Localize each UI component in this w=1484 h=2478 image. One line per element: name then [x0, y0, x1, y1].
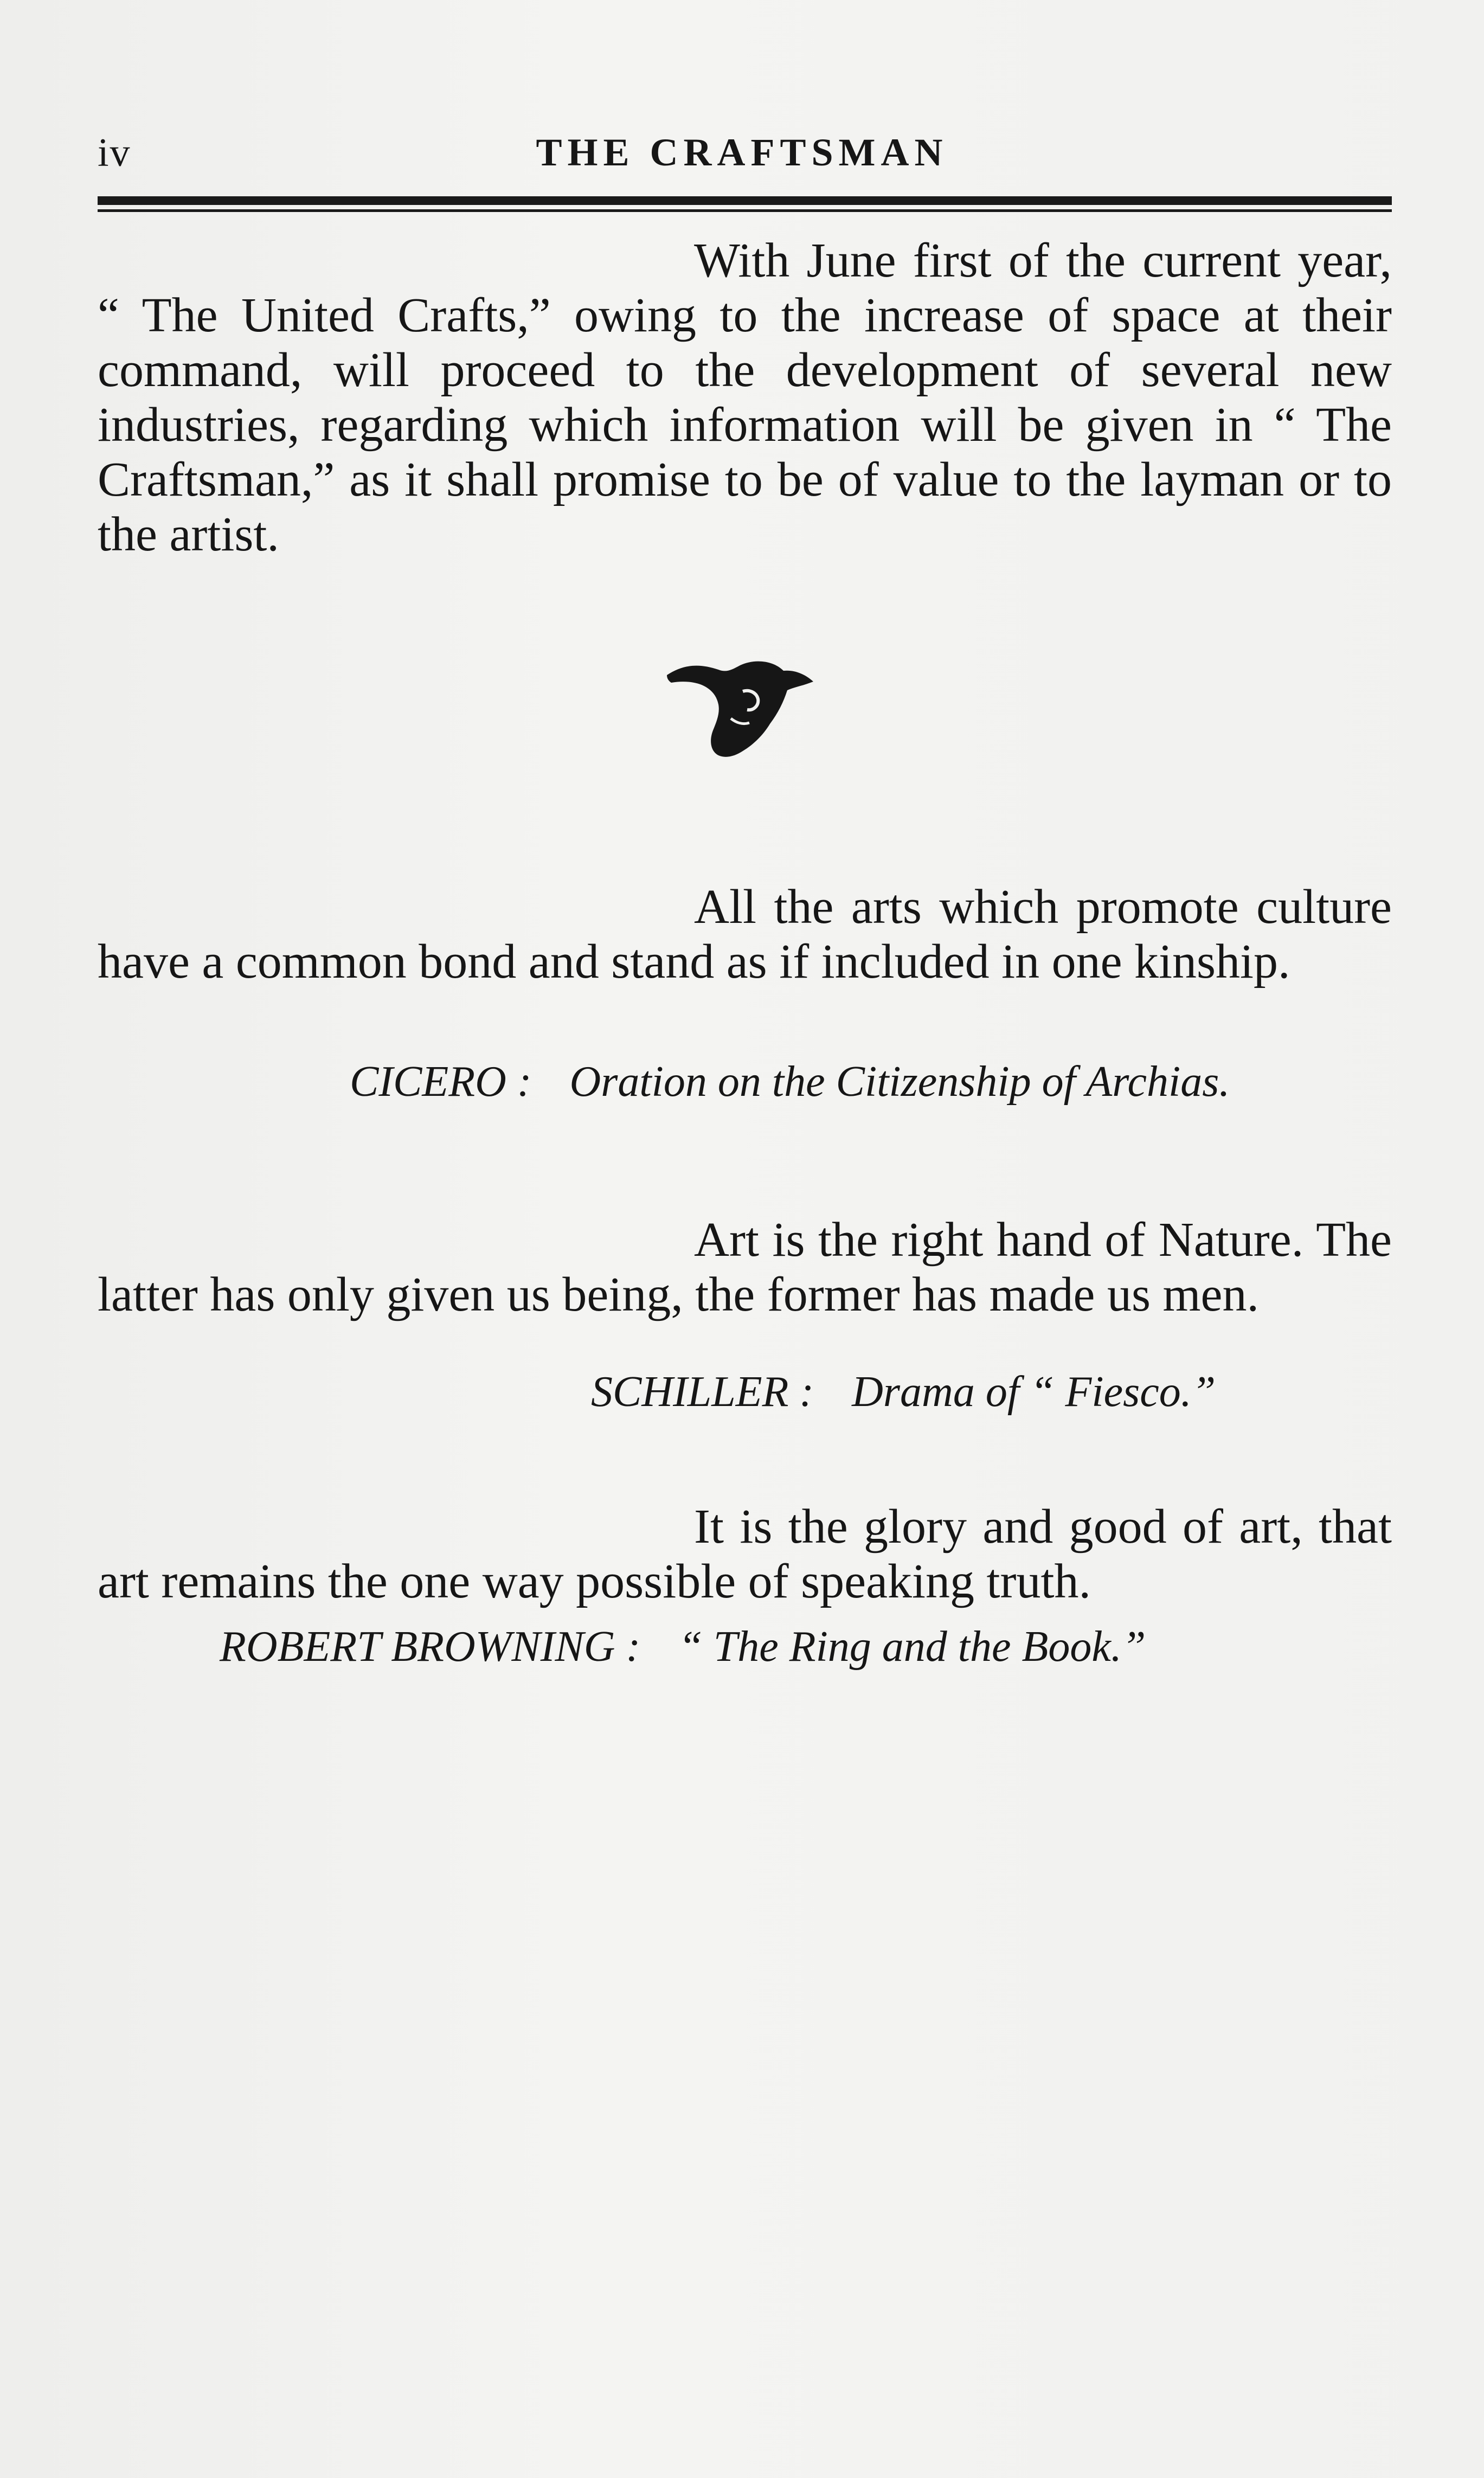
header-rule-thin: [98, 209, 1392, 212]
page-number: iv: [98, 131, 131, 175]
running-head: THE CRAFTSMAN: [536, 131, 948, 174]
quote-schiller-source: Drama of “ Fiesco.”: [852, 1368, 1216, 1416]
quote-browning-author: ROBERT BROWNING :: [220, 1623, 641, 1671]
header-rule-thick: [98, 196, 1392, 205]
announcement-paragraph: With June first of the current year, “ The United Crafts,” owing to the increase of space at their command, will proceed to the development of several new industries, regarding which information will be given in “ The Craftsman,” as it shall promise to be of value to the layman or to the artist.: [98, 234, 1392, 561]
quote-browning-source: “ The Ring and the Book.”: [678, 1623, 1146, 1671]
quote-schiller-attribution: [591, 1368, 1216, 1417]
quote-schiller-text: Art is the right hand of Nature. The latter has only given us being, the former has made us men.: [98, 1213, 1392, 1321]
quote-cicero-text: All the arts which promote culture have a common bond and stand as if included in one kinship.: [98, 880, 1392, 988]
quote-schiller-author: SCHILLER :: [591, 1368, 814, 1416]
printers-ornament-icon: [667, 659, 819, 767]
quote-cicero-author: CICERO :: [350, 1058, 532, 1106]
quote-cicero-source: Oration on the Citizenship of Archias.: [569, 1058, 1230, 1106]
quote-browning-attribution: [220, 1622, 1146, 1672]
quote-browning-text: It is the glory and good of art, that art remains the one way possible of speaking truth.: [98, 1500, 1392, 1608]
quote-cicero-attribution: [350, 1057, 1230, 1107]
